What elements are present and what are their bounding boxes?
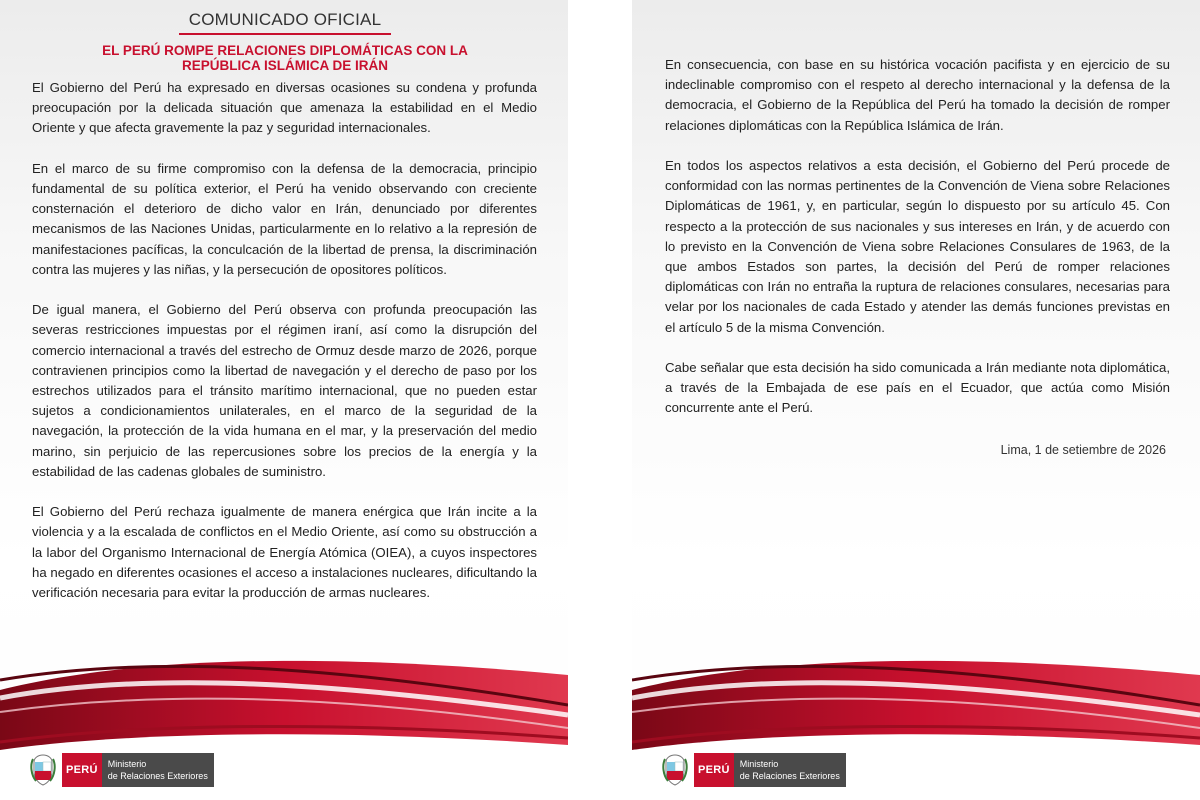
peru-label: PERÚ — [62, 753, 102, 787]
document-header — [30, 10, 540, 73]
paragraph: En consecuencia, con base en su histórica vocación pacifista y en ejercicio de su indeclinable compromiso con el respeto al derecho internacional y la defensa de la democracia, el Gobierno de la República del Perú ha tomado la decisión de romper relaciones diplomáticas con la República Islámica de Irán. — [665, 57, 1170, 133]
paragraph: En el marco de su firme compromiso con la defensa de la democracia, principio fundamental de su política exterior, el Perú ha venido observando con creciente consternación el deterioro de dicho valor en Irán, denunciado por diferentes mecanismos de las Naciones Unidas, particularmente en lo relativo a la represión de manifestaciones pacíficas, la conculcación de la libertad de prensa, la discriminación contra las mujeres y las niñas, y la persecución de opositores políticos. — [32, 160, 537, 277]
place-and-date: Lima, 1 de setiembre de 2026 — [1000, 443, 1166, 457]
body-text — [32, 78, 537, 623]
paragraph: Cabe señalar que esta decisión ha sido comunicada a Irán mediante nota diplomática, a través de la Embajada de ese país en el Ecuador, que actúa como Misión concurrente ante el Perú. — [665, 360, 1170, 416]
paragraph: El Gobierno del Perú ha expresado en diversas ocasiones su condena y profunda preocupación por la delicada situación que amenaza la estabilidad en el Medio Oriente y que afecta gravemente la paz y seguridad internacionales. — [32, 80, 537, 136]
subtitle-line-1: EL PERÚ ROMPE RELACIONES DIPLOMÁTICAS CON LA — [102, 43, 468, 58]
ministry-label — [734, 753, 846, 787]
paragraph: En todos los aspectos relativos a esta decisión, el Gobierno del Perú procede de conformidad con las normas pertinentes de la Convención de Viena sobre Relaciones Diplomáticas de 1961, y, en particular, según lo dispuesto por su artículo 45. Con respecto a la protección de sus nacionales y sus intereses en Irán, y de acuerdo con lo previsto en la Convención de Viena sobre Relaciones Consulares de 1963, de la que ambos Estados son partes, la decisión del Perú de romper relaciones diplomáticas con Irán no entraña la ruptura de relaciones consulares, necesarias para velar por los nacionales de cada Estado y atender las demás funciones previstas en el artículo 5 de la misma Convención. — [665, 158, 1170, 335]
ministry-line-1: Ministerio — [739, 759, 779, 769]
communique-page-1 — [0, 0, 568, 800]
ministry-logo — [30, 752, 214, 788]
paragraph: El Gobierno del Perú rechaza igualmente de manera enérgica que Irán incite a la violencia y a la escalada de conflictos en el Medio Oriente, así como su obstrucción a la labor del Organismo Internacional de Energía Atómica (OIEA), a cuyos inspectores ha negado en diferentes ocasiones el acceso a instalaciones nucleares, dificultando la verificación necesaria para evitar la producción de armas nucleares. — [32, 504, 537, 601]
peru-label: PERÚ — [694, 753, 734, 787]
ministry-line-2: de Relaciones Exteriores — [739, 771, 840, 781]
paragraph: De igual manera, el Gobierno del Perú observa con profunda preocupación las severas restricciones impuestas por el régimen iraní, así como la disrupción del comercio internacional a través del estrecho de Ormuz desde marzo de 2026, porque contravienen principios como la libertad de navegación y el derecho de paso por los estrechos utilizados para el tránsito marítimo internacional, que no pueden estar sujetos a condicionamientos unilaterales, en el marco de la seguridad de la navegación, la protección de la vida humana en el mar, y la preservación del medio marino, sin perjuicio de las repercusiones sobre los precios de la energía y la estabilidad de las cadenas globales de suministro. — [32, 302, 537, 479]
peru-coat-of-arms-icon — [662, 753, 688, 787]
ministry-label — [102, 753, 214, 787]
peru-coat-of-arms-icon — [30, 753, 56, 787]
communique-page-2 — [632, 0, 1200, 800]
ministry-logo — [662, 752, 846, 788]
ministry-line-2: de Relaciones Exteriores — [107, 771, 208, 781]
body-text — [665, 55, 1170, 439]
ministry-line-1: Ministerio — [107, 759, 147, 769]
subtitle-line-2: REPÚBLICA ISLÁMICA DE IRÁN — [181, 58, 388, 73]
document-title: COMUNICADO OFICIAL — [179, 10, 392, 35]
document-subtitle — [30, 43, 540, 73]
